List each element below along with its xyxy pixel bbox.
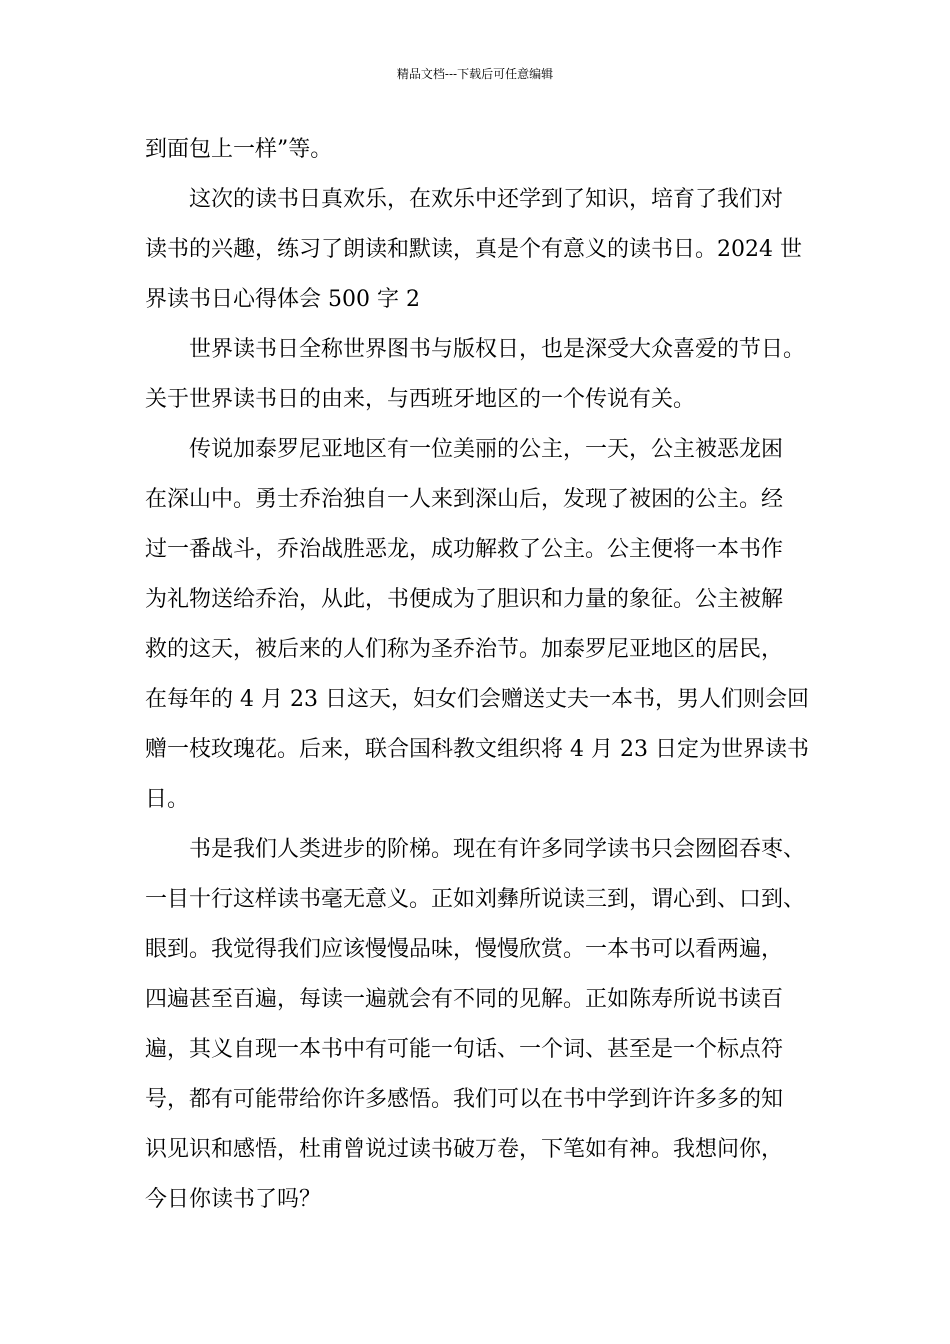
text-line: 到面包上一样”等。 xyxy=(145,137,333,162)
text-line: 世界读书日全称世界图书与版权日，也是深受大众喜爱的节日。 xyxy=(145,337,806,362)
text-line: 传说加泰罗尼亚地区有一位美丽的公主，一天，公主被恶龙困 xyxy=(145,437,784,462)
text-line: 识见识和感悟，杜甫曾说过读书破万卷，下笔如有神。我想问你， xyxy=(145,1137,784,1162)
text-line: 四遍甚至百遍，每读一遍就会有不同的见解。正如陈寿所说书读百 xyxy=(145,987,784,1012)
text-line: 号，都有可能带给你许多感悟。我们可以在书中学到许许多多的知 xyxy=(145,1087,784,1112)
text-line: 赠一枝玫瑰花。后来，联合国科教文组织将 4 月 23 日定为世界读书 xyxy=(145,737,809,762)
text-line: 关于世界读书日的由来，与西班牙地区的一个传说有关。 xyxy=(145,387,696,412)
text-line: 为礼物送给乔治，从此，书便成为了胆识和力量的象征。公主被解 xyxy=(145,587,784,612)
text-line: 读书的兴趣，练习了朗读和默读，真是个有意义的读书日。2024 世 xyxy=(145,237,802,262)
text-line: 书是我们人类进步的阶梯。现在有许多同学读书只会囫囵吞枣、 xyxy=(145,837,806,862)
text-line: 今日你读书了吗？ xyxy=(145,1187,322,1212)
text-line: 在每年的 4 月 23 日这天，妇女们会赠送丈夫一本书，男人们则会回 xyxy=(145,687,809,712)
text-line: 一目十行这样读书毫无意义。正如刘彝所说读三到，谓心到、口到、 xyxy=(145,887,806,912)
page-header: 精品文档---下载后可任意编辑 xyxy=(396,67,554,81)
text-line: 在深山中。勇士乔治独自一人来到深山后，发现了被困的公主。经 xyxy=(145,487,784,512)
text-line: 遍，其义自现一本书中有可能一句话、一个词、甚至是一个标点符 xyxy=(145,1037,784,1062)
text-line: 界读书日心得体会 500 字 2 xyxy=(145,287,420,312)
text-line: 眼到。我觉得我们应该慢慢品味，慢慢欣赏。一本书可以看两遍， xyxy=(145,937,784,962)
text-line: 救的这天，被后来的人们称为圣乔治节。加泰罗尼亚地区的居民， xyxy=(145,637,784,662)
text-line: 过一番战斗，乔治战胜恶龙，成功解救了公主。公主便将一本书作 xyxy=(145,537,784,562)
text-line: 日。 xyxy=(145,787,190,812)
text-line: 这次的读书日真欢乐，在欢乐中还学到了知识，培育了我们对 xyxy=(145,187,784,212)
